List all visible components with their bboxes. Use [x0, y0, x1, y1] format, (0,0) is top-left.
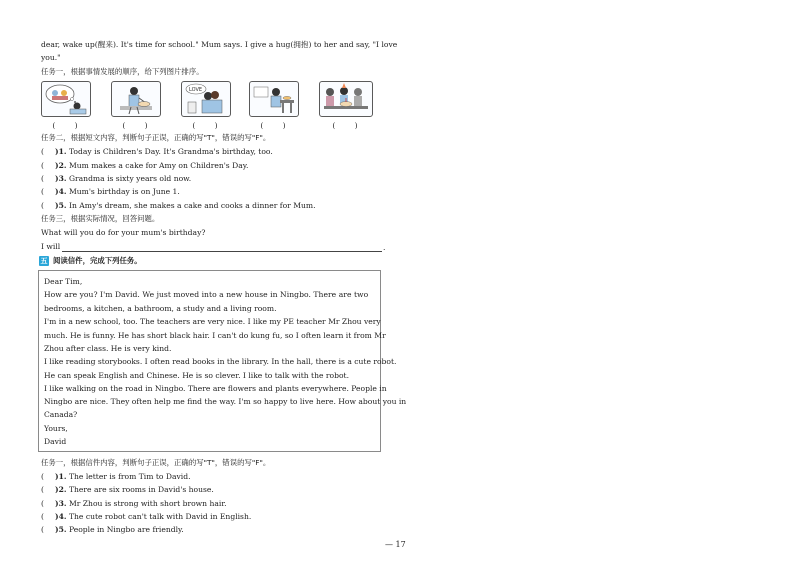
svg-text:LOVE: LOVE — [189, 87, 203, 93]
letter-line-3: bedrooms, a kitchen, a bathroom, a study and a living room. — [44, 304, 277, 313]
picture-5-answer[interactable]: ( ) — [332, 121, 358, 130]
letter-line-4: I'm in a new school, too. The teachers are very nice. I like my PE teacher Mr Zhou very — [44, 317, 381, 326]
letter-line-2: How are you? I'm David. We just moved into a new house in Ningbo. There are two — [44, 290, 369, 299]
answer-blank[interactable]: ( — [41, 174, 44, 183]
section-5-heading — [39, 256, 142, 266]
party-icon — [319, 81, 373, 117]
answer-blank[interactable]: ( — [41, 512, 44, 521]
task2-item-2: ( )2. Mum makes a cake for Amy on Children's Day. — [41, 161, 249, 170]
task2-item-3: ( )3. Grandma is sixty years old now. — [41, 174, 192, 183]
answer-blank[interactable]: ( — [41, 187, 44, 196]
dinner-icon — [249, 81, 299, 117]
answer-blank[interactable]: ( — [41, 525, 44, 534]
task4-item-2: ( )2. There are six rooms in David's house. — [41, 485, 214, 494]
task1-title: 任务一，根据事情发展的顺序，给下列图片排序。 — [41, 67, 204, 76]
answer-line[interactable] — [62, 251, 382, 252]
task4-item-3: ( )3. Mr Zhou is strong with short brown hair. — [41, 499, 227, 508]
task2-item-1: ( )1. Today is Children's Day. It's Grandma's birthday, too. — [41, 147, 273, 156]
letter-line-12: Yours, — [44, 424, 68, 433]
section-badge: 五 — [40, 257, 48, 265]
letter-line-13: David — [44, 437, 67, 446]
answer-period: . — [383, 243, 386, 252]
task3-title: 任务三，根据实际情况，回答问题。 — [41, 214, 160, 223]
cake-icon — [111, 81, 161, 117]
answer-blank[interactable]: ( — [41, 499, 44, 508]
letter-line-10: Ningbo are nice. They often help me find the way. I'm so happy to live here. How about you in — [44, 397, 407, 406]
dream-icon — [41, 81, 91, 117]
letter-line-6: Zhou after class. He is very kind. — [44, 344, 172, 353]
task3-question: What will you do for your mum's birthday? — [41, 228, 206, 237]
picture-1-answer[interactable]: ( ) — [52, 121, 78, 130]
task4-item-5: ( )5. People in Ningbo are friendly. — [41, 525, 184, 534]
letter-line-9: I like walking on the road in Ningbo. There are flowers and plants everywhere. People in — [44, 384, 387, 393]
letter-line-1: Dear Tim, — [44, 277, 83, 286]
answer-blank[interactable]: ( — [41, 161, 44, 170]
section-5-title: 阅读信件，完成下列任务。 — [53, 256, 142, 265]
love-icon — [181, 81, 231, 117]
task4-title: 任务一，根据信件内容，判断句子正误，正确的写"T"，错误的写"F"。 — [41, 458, 271, 467]
letter-line-11: Canada? — [44, 410, 78, 419]
letter-line-7: I like reading storybooks. I often read books in the library. In the hall, there is a cute robot. — [44, 357, 397, 366]
picture-3-answer[interactable]: ( ) — [192, 121, 218, 130]
intro-line-2: you." — [41, 53, 61, 62]
task4-item-1: ( )1. The letter is from Tim to David. — [41, 472, 191, 481]
task2-item-5: ( )5. In Amy's dream, she makes a cake and cooks a dinner for Mum. — [41, 201, 316, 210]
picture-2-answer[interactable]: ( ) — [122, 121, 148, 130]
letter-line-5: much. He is funny. He has short black hair. I can't do kung fu, so I often learn it from Mr — [44, 331, 386, 340]
picture-row — [41, 81, 371, 131]
letter-line-8: He can speak English and Chinese. He is so clever. I like to talk with the robot. — [44, 371, 349, 380]
page-number: — 17 — [385, 540, 406, 549]
answer-blank[interactable]: ( — [41, 147, 44, 156]
intro-line-1: dear, wake up(醒来). It's time for school." Mum says. I give a hug(拥抱) to her and say, "I love — [41, 40, 398, 49]
answer-blank[interactable]: ( — [41, 472, 44, 481]
task3-answer-prefix: I will — [41, 242, 61, 251]
task2-item-4: ( )4. Mum's birthday is on June 1. — [41, 187, 180, 196]
answer-blank[interactable]: ( — [41, 201, 44, 210]
picture-4-answer[interactable]: ( ) — [260, 121, 286, 130]
answer-blank[interactable]: ( — [41, 485, 44, 494]
task2-title: 任务二，根据短文内容，判断句子正误，正确的写"T"，错误的写"F"。 — [41, 133, 271, 142]
task4-item-4: ( )4. The cute robot can't talk with David in English. — [41, 512, 252, 521]
